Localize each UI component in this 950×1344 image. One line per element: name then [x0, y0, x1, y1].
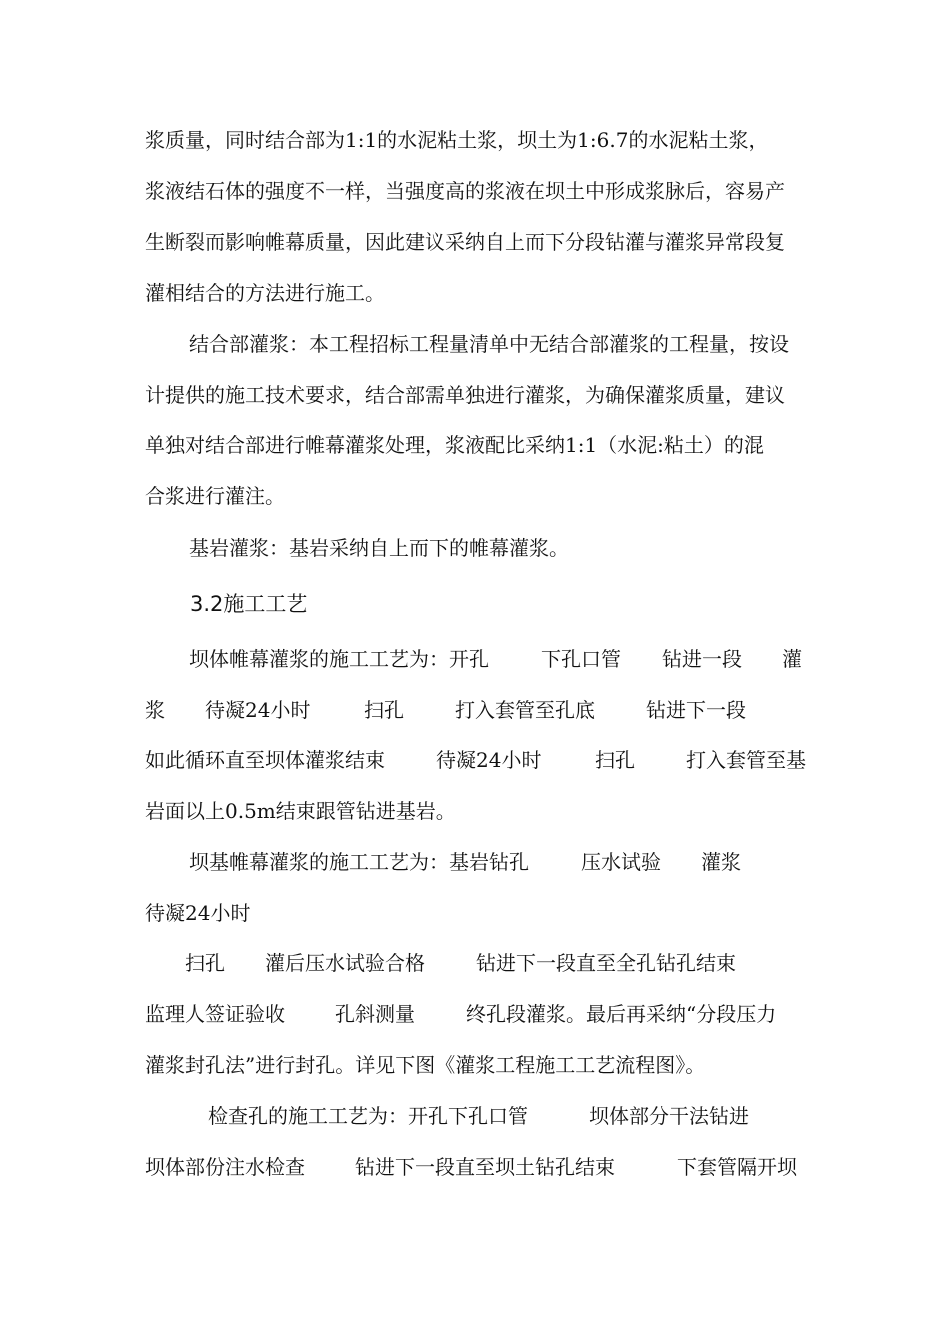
p1-line-2: 浆液结石体的强度不一样，当强度高的浆液在坝土中形成浆脉后，容易产: [145, 179, 785, 203]
p5-line-5: 灌浆封孔法”进行封孔。详见下图《灌浆工程施工工艺流程图》。: [145, 1053, 706, 1077]
p5-l4-seg-1: 监理人签证验收: [145, 1002, 285, 1026]
p1-line-3: 生断裂而影响帷幕质量，因此建议采纳自上而下分段钻灌与灌浆异常段复: [145, 230, 785, 254]
p4-l1-seg-4: 灌: [782, 647, 802, 671]
p5-line-1: [0, 848, 950, 876]
p4-line-4: 岩面以上0.5m结束跟管钻进基岩。: [145, 799, 456, 823]
p6-l2-seg-3: 下套管隔开坝: [677, 1155, 797, 1179]
p3-line-1: 基岩灌浆：基岩采纳自上而下的帷幕灌浆。: [189, 536, 569, 560]
p1-line-1: 浆质量，同时结合部为1:1的水泥粘土浆，坝土为1:6.7的水泥粘土浆，: [145, 128, 769, 152]
p4-l3-seg-1: 如此循环直至坝体灌浆结束: [145, 748, 385, 772]
section-heading: 3.2施工工艺: [190, 592, 308, 616]
p2-line-4: 合浆进行灌注。: [145, 484, 285, 508]
p6-l2-seg-2: 钻进下一段直至坝土钻孔结束: [355, 1155, 615, 1179]
p5-line-2: 待凝24小时: [145, 901, 251, 925]
p6-l1-seg-2: 坝体部分干法钻进: [589, 1104, 749, 1128]
p4-line-1: [0, 645, 950, 673]
p4-l2-seg-1: 浆: [145, 698, 165, 722]
p2-line-3: 单独对结合部进行帷幕灌浆处理，浆液配比采纳1:1（水泥:粘土）的混: [145, 433, 764, 457]
p2-line-2: 计提供的施工技术要求，结合部需单独进行灌浆，为确保灌浆质量，建议: [145, 383, 785, 407]
p5-l1-seg-2: 压水试验: [581, 850, 661, 874]
p4-l3-seg-2: 待凝24小时: [436, 748, 542, 772]
p6-l2-seg-1: 坝体部份注水检查: [145, 1155, 305, 1179]
p5-l3-seg-3: 钻进下一段直至全孔钻孔结束: [476, 951, 736, 975]
p2-line-1: 结合部灌浆：本工程招标工程量清单中无结合部灌浆的工程量，按设: [189, 332, 789, 356]
p1-line-4: 灌相结合的方法进行施工。: [145, 281, 385, 305]
p4-line-3: [0, 746, 950, 774]
p4-line-2: [0, 696, 950, 724]
p4-l3-seg-4: 打入套管至基: [686, 748, 806, 772]
p6-l1-seg-1: 检查孔的施工工艺为：开孔下孔口管: [208, 1104, 528, 1128]
p4-l2-seg-2: 待凝24小时: [205, 698, 311, 722]
p4-l1-seg-2: 下孔口管: [541, 647, 621, 671]
p4-l2-seg-4: 打入套管至孔底: [455, 698, 595, 722]
p5-line-4: [0, 1000, 950, 1028]
p5-l4-seg-2: 孔斜测量: [335, 1002, 415, 1026]
p6-line-1: [0, 1102, 950, 1130]
p4-l2-seg-5: 钻进下一段: [646, 698, 746, 722]
p5-line-3: [0, 949, 950, 977]
p4-l3-seg-3: 扫孔: [595, 748, 635, 772]
p5-l3-seg-2: 灌后压水试验合格: [265, 951, 425, 975]
p5-l3-seg-1: 扫孔: [185, 951, 225, 975]
p5-l1-seg-1: 坝基帷幕灌浆的施工工艺为：基岩钻孔: [189, 850, 529, 874]
p4-l1-seg-3: 钻进一段: [662, 647, 742, 671]
p4-l1-seg-1: 坝体帷幕灌浆的施工工艺为：开孔: [189, 647, 489, 671]
p5-l1-seg-3: 灌浆: [701, 850, 741, 874]
p6-line-2: [0, 1153, 950, 1181]
p4-l2-seg-3: 扫孔: [364, 698, 404, 722]
p5-l4-seg-3: 终孔段灌浆。最后再采纳“分段压力: [466, 1002, 777, 1026]
